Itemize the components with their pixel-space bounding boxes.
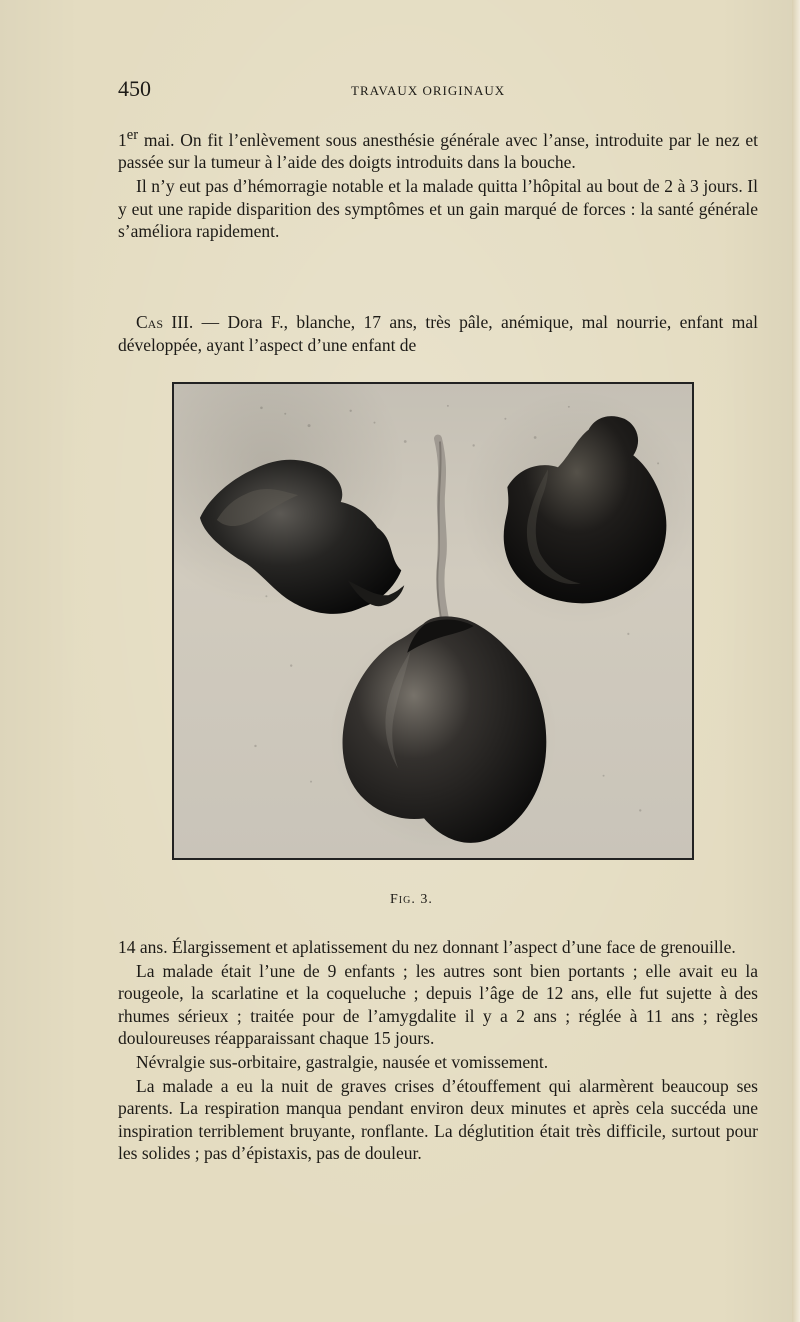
date-superscript: er xyxy=(126,127,139,143)
paragraph-4: 14 ans. Élargissement et aplatissement du nez donnant l’aspect d’une face de grenouille. xyxy=(118,937,736,957)
case-block xyxy=(118,311,758,356)
date-prefix: 1 xyxy=(118,129,127,150)
case-paragraph xyxy=(118,311,758,356)
paragraph-1 xyxy=(118,124,758,174)
specimen-illustration xyxy=(174,384,692,858)
specimen-photo xyxy=(172,382,694,860)
paragraph-6: Névralgie sus-orbitaire, gastralgie, nausée et vomissement. xyxy=(136,1051,549,1072)
paragraph-2: Il n’y eut pas d’hémorragie notable et la malade quitta l’hôpital au bout de 2 à 3 jours. Il y eut une rapide disparition des symptômes et un gain marqué de forces : la santé générale s’améliora rapidement. xyxy=(118,176,758,242)
paragraph-1-text: mai. On fit l’enlèvement sous anesthésie générale avec l’anse, introduite par le nez et passée sur la tumeur à l’aide des doigts introduits dans la bouche. xyxy=(118,129,758,173)
case-label: Cas III. xyxy=(136,312,194,332)
paragraph-7: La malade a eu la nuit de graves crises d’étouffement qui alarmèrent beaucoup ses parents. La respiration manqua pendant environ deux minutes et après cela succéda une inspiration terriblement bruyante, ronflante. La déglutition était très difficile, surtout pour les solides ; pas d’épistaxis, pas de douleur. xyxy=(118,1075,758,1164)
case-text: — Dora F., blanche, 17 ans, très pâle, anémique, mal nourrie, enfant mal développée, ayant l’aspect d’une enfant de xyxy=(118,312,758,355)
page-header xyxy=(118,76,748,106)
top-text-block xyxy=(118,124,758,243)
running-title: TRAVAUX ORIGINAUX xyxy=(351,83,506,98)
figure-caption: Fig. 3. xyxy=(390,892,433,907)
page-edge xyxy=(792,0,800,1322)
paragraph-5: La malade était l’une de 9 enfants ; les autres sont bien portants ; elle avait eu la rougeole, la scarlatine et la coqueluche ; depuis l’âge de 12 ans, elle fut sujette à des rhumes sérieux ; traitée pour de l’amygdalite il y a 2 ans ; réglée à 11 ans ; règles douloureuses réapparaissant chaque 15 jours. xyxy=(118,960,758,1049)
page-number: 450 xyxy=(118,76,151,101)
bottom-text-block xyxy=(118,936,758,1165)
